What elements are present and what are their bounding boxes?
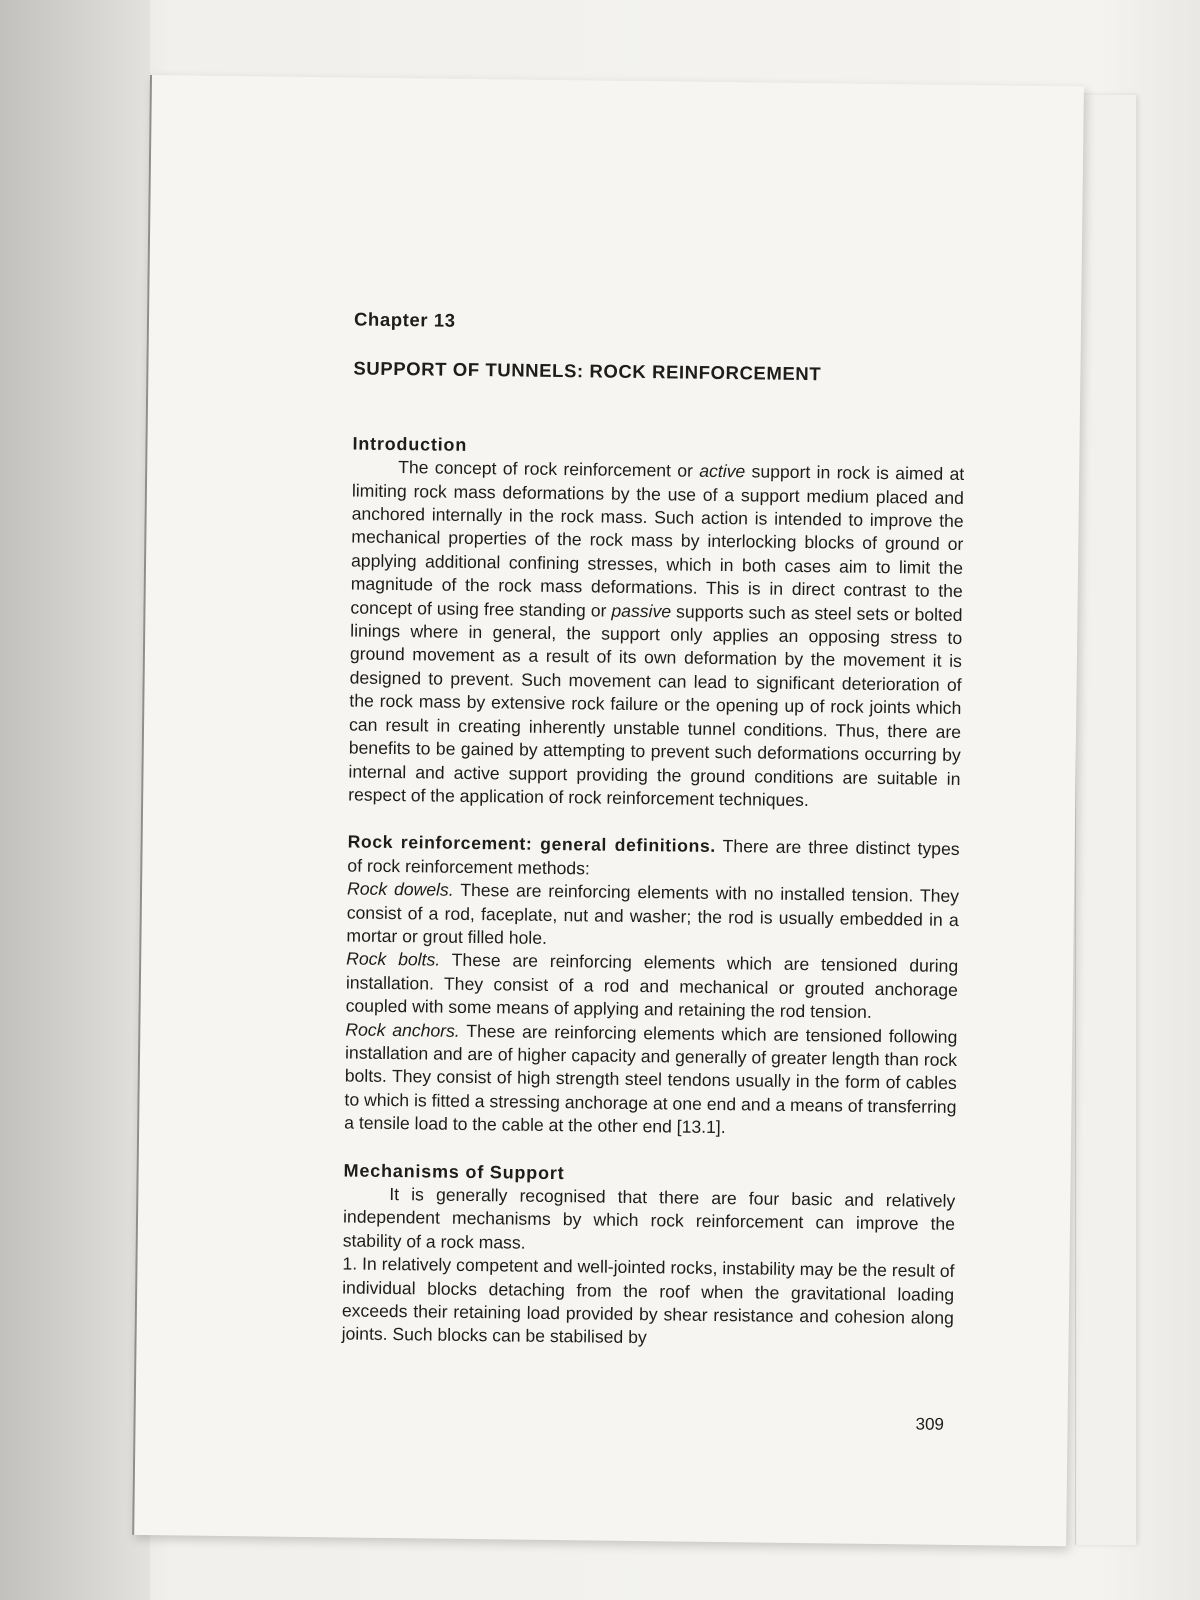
introduction-heading: Introduction bbox=[352, 433, 468, 455]
book-gutter-shadow bbox=[0, 0, 150, 1600]
underlying-page-edge bbox=[1075, 95, 1136, 1545]
chapter-title: SUPPORT OF TUNNELS: ROCK REINFORCEMENT bbox=[353, 357, 822, 385]
active-term: active bbox=[699, 460, 746, 482]
rock-anchors-definition: Rock anchors. These are reinforcing elements which are tensioned following installation and are of higher capacity and generally of greater length than rock bolts. They consist of high strength steel tendons usually in the form of cables to which is fitted a stressing anchorage at one end and a means of transferring a tensile load to the cable at the other end [13.1]. bbox=[344, 1019, 958, 1138]
mechanisms-intro: It is generally recognised that there are four basic and relatively independent mechanisms by which rock reinforcement can improve the stability of a rock mass. bbox=[342, 1184, 956, 1253]
rock-bolts-definition: Rock bolts. These are reinforcing elements which are tensioned during installation. They consist of a rod and mechanical or grouted anchorage coupled with some means of applying and retaining the rod tension. bbox=[345, 948, 959, 1023]
introduction-paragraph: The concept of rock reinforcement or active support in rock is aimed at limiting rock mass deformations by the use of a support medium placed and anchored internally in the rock mass. Such action is intended to improve the mechanical properties of the rock mass by interlocking blocks of ground or applying additional confining stresses, which in both cases aim to limit the magnitude of the rock mass deformations. This is in direct contrast to the concept of using free standing or passive supports such as steel sets or bolted linings where in general, the support only applies an opposing stress to ground movement as a result of its own deformation by the movement it is designed to prevent. Such movement can lead to significant deterioration of the rock mass by extensive rock failure or the opening up of rock joints which can result in creating inherently unstable tunnel conditions. Thus, there are benefits to be gained by attempting to prevent such deformations occurring by internal and active support providing the ground conditions are suitable in respect of the application of rock reinforcement techniques. bbox=[348, 457, 965, 811]
page-body bbox=[341, 308, 966, 1354]
passive-term: passive bbox=[611, 600, 672, 622]
chapter-label: Chapter 13 bbox=[353, 308, 456, 331]
mechanism-item-1: 1. In relatively competent and well-jointed rocks, instability may be the result of individual blocks detaching from the roof when the gravitational loading exceeds their retaining load provided by shear resistance and cohesion along joints. Such blocks can be stabilised by bbox=[341, 1253, 955, 1348]
mechanisms-heading: Mechanisms of Support bbox=[343, 1160, 565, 1183]
definitions-paragraph: Rock reinforcement: general definitions. There are three distinct types of rock reinforcement methods: bbox=[347, 831, 960, 879]
page-number: 309 bbox=[915, 1414, 945, 1434]
definitions-heading: Rock reinforcement: general definitions. bbox=[347, 831, 716, 857]
rock-dowels-definition: Rock dowels. These are reinforcing elements with no installed tension. They consist of a rod, faceplate, nut and washer; the rod is usually embedded in a mortar or grout filled hole. bbox=[346, 878, 960, 948]
book-page bbox=[132, 75, 1084, 1546]
